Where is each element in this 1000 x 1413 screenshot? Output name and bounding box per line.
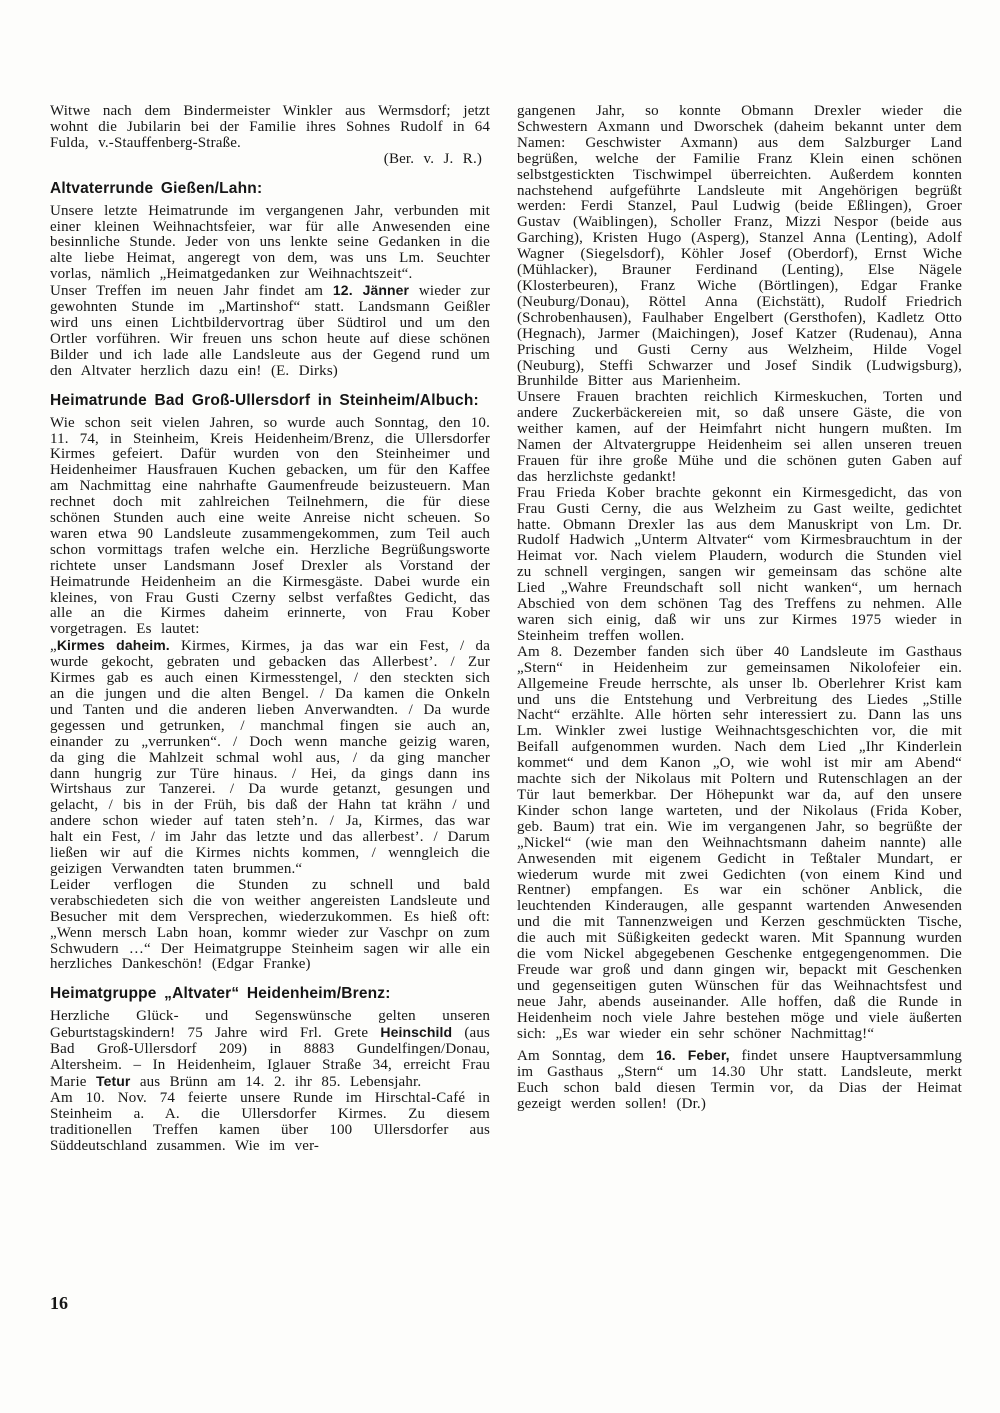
paragraph bbox=[50, 878, 490, 973]
section-heading bbox=[50, 180, 490, 197]
text-run: „ bbox=[50, 638, 57, 655]
newsletter-page bbox=[50, 104, 962, 1154]
text-run: Heimatgruppe „Altvater“ Heidenheim/Brenz: bbox=[50, 985, 391, 1003]
paragraph bbox=[50, 1091, 490, 1155]
page-number: 16 bbox=[50, 1293, 68, 1313]
paragraph bbox=[517, 1048, 962, 1113]
paragraph bbox=[517, 104, 962, 390]
paragraph bbox=[50, 204, 490, 284]
text-run: Herzliche Glück- und Segenswünsche gelten unseren Geburtstagskindern! 75 Jahre wird Frl. Grete bbox=[50, 1008, 490, 1042]
text-run: findet unsere Hauptversammlung im Gasthaus „Stern“ um 14.30 Uhr statt. Landsleute, merkt Euch schon bald diesen Termin vor, da Dias der Heimat gezeigt werden sollen! (Dr.) bbox=[517, 1048, 963, 1113]
text-run: Witwe nach dem Bindermeister Winkler aus Wermsdorf; jetzt wohnt die Jubilarin bei der Familie ihres Sohnes Rudolf in 64 Fulda, v.-Stauffenberg-Straße. bbox=[50, 103, 490, 151]
bold-emphasis: 12. Jänner bbox=[332, 282, 410, 299]
bold-emphasis: Heinschild bbox=[380, 1024, 453, 1041]
text-run: (Ber. v. J. R.) bbox=[383, 150, 482, 167]
text-run: (aus Bad Groß-Ullersdorf 209) in 8883 Gundelfingen/Donau, Altersheim. – In Heidenheim, Iglauer Straße 34, erreicht Frau Marie bbox=[50, 1025, 490, 1090]
text-run: gangenen Jahr, so konnte Obmann Drexler wieder die Schwestern Axmann und Dworschek (daheim bekannt unter dem Namen: Geschwister Axmann) aus dem Salzburger Land begrüßen, welche der Familie Franz Klein einen schönen selbstgestickten Tischwimpel überreichten. Außerdem konnten nachstehend aufgeführte Landsleute mit Angehörigen begrüßt werden: Ferdi Stanzel, Paul Ludwig (beide Eßlingen), Groer Gustav (Waiblingen), Scholler Franz, Mizzi Nespor (beide aus Garching), Kristen Hugo (Asperg), Stanzel Anna (Lenting), Adolf Wagner (Siegelsdorf), Köhler Josef (Oberdorf), Ernst Wiche (Mühlacker), Brauner Ferdinand (Lenting), Else Nägele (Klosterbeuren), Franz Wiche (Börtlingen), Edgar Franke (Neuburg/Donau), Röttel Anna (Eichstätt), Rudolf Friedrich (Schrobenhausen), Faulhaber Engelbert (Gersthofen), Kadletz Otto (Hegnach), Jarmer (Maichingen), Josef Katzer (Rudenau), Anna Prisching und Gusti Cerny aus Welzheim, Hilde Vogel (Neuburg), Steffi Schwarzer und Josef Sindik (Ludwigsburg), Brunhilde Bitter aus Marienheim. bbox=[517, 103, 962, 390]
paragraph bbox=[517, 486, 962, 645]
text-run: Unsere letzte Heimatrunde im vergangenen Jahr, verbunden mit einer kleinen Weihnachtsfeier, war für alle Anwesenden eine besinnliche Stunde. Jeder von uns lenkte seine Gedanken in die alte liebe Heimat, angeregt von dem, was uns Lm. Seuchter vorlas, nämlich „Heimatgedanken zur Weihnachtszeit“. bbox=[50, 202, 490, 283]
text-column-left bbox=[50, 104, 490, 1154]
text-run: Am 8. Dezember fanden sich über 40 Landsleute im Gasthaus „Stern“ in Heidenheim zur gemeinsamen Nikolofeier ein. Allgemeine Freude herrschte, als unser lb. Oberlehrer Krist kam und uns die Entstehung und Verbreitung des Liedes „Stille Nacht“ erzählte. Alle hörten sehr interessiert zu. Dann las uns Lm. Winkler zwei lustige Weihnachtsgeschichten vor, die mit Beifall aufgenommen wurden. Nach dem Lied „Ihr Kinderlein kommet“ und dem Kanon „O, wie wohl ist mir am Abend“ machte sich der Nikolaus mit Poltern und Rutenschlagen an der Tür laut bemerkbar. Der Höhepunkt war da, auf den unsere Kinder schon lange warteten, und der Nikolaus (Frida Kober, geb. Baum) trat ein. Wie im vergangenen Jahr, so begrüßte der „Nickel“ (wie man den Weihnachtsmann daheim nannte) alle Anwesenden mit eigenem Gedicht in Teßtaler Mundart, er wiederum wurde mit zwei Gedichten (von einem Kind und Rentner) empfangen. Es war ein schöner Anblick, die leuchtenden Kinderaugen, alle gespannt wartenden Anwesenden und die mit Tannenzweigen und Kerzen geschmückten Tische, die auch mit Süßigkeiten gedeckt waren. Mit Spannung wurden die vom Nickel abgegebenen Geschenke entgegengenommen. Die Freude war groß und dann gingen wir, bepackt mit Geschenken und gegenseitigen guten Wünschen für das Weihnachtsfest und neue Jahr, abends auseinander. Alle hoffen, daß die Runde in Heidenheim noch viele Jahre bestehen möge und viele äußerten sich: „Es war wieder ein sehr schöner Nachmittag!“ bbox=[517, 643, 962, 1042]
text-run: Am 10. Nov. 74 feierte unsere Runde im Hirschtal-Café in Steinheim a. A. die Ullersdorfer Kirmes. Zu diesem traditionellen Treffen kamen über 100 Ullersdorfer aus Süddeutschland zusammen. Wie im ver- bbox=[50, 1089, 490, 1154]
text-run: Kirmes, Kirmes, ja das war ein Fest, / da wurde gekocht, gebraten und gebacken das Allerbest’. / Zur Kirmes gab es auch einen Kirmesstengel, / den steckten sich an die jungen und die alten Bengel. / Da kamen die Onkeln und Tanten und die anderen lieben Anverwandten. / Da wurde gegessen und getrunken, / manchmal fingen sie auch an, einander zu „verrunken“. / Doch wenn manche geizig waren, da ging die Mahlzeit schmal wohl aus, / da ging mancher dann hungrig zur Türe hinaus. / Hei, da gings dann ins Wirtshaus zur Tanzerei. / Da wurde getanzt, gesungen und gelacht, / bis in der Früh, bis daß der Hahn tat krähn / und andere schon wieder auf taten steh’n. / Ja, Kirmes, das war halt ein Fest, / im Jahr das letzte und das allerbest’. / Darum ließen wir auf die Kirmes nichts kommen, / wenngleich die geizigen Verwandten taten brummen.“ bbox=[50, 638, 491, 877]
text-run: wieder zur gewohnten Stunde im „Martinshof“ statt. Landsmann Geißler wird uns einen Lichtbildervortrag über Südtirol und um den Ortler vorführen. Wir freuen uns schon heute auf diese schönen Bilder und ich lade alle Landsleute aus der Gegend rund um den Altvater herzlich dazu ein! (E. Dirks) bbox=[50, 283, 491, 379]
paragraph bbox=[50, 638, 490, 878]
two-column-text-layout bbox=[50, 104, 962, 1154]
paragraph bbox=[517, 645, 962, 1043]
text-run: Frau Frieda Kober brachte gekonnt ein Kirmesgedicht, das von Frau Gusti Cerny, die aus Welzheim zu Gast weilte, gedichtet hatte. Obmann Drexler las aus dem Manuskript von Lm. Dr. Rudolf Hadwich „Unterm Altvater“ vom Kirmesbrauchtum in der Heimat vor. Nach vielem Plaudern, wodurch die Stunden viel zu schnell vergingen, sangen wir gemeinsam das schöne alte Lied „Wahre Freundschaft soll nicht wanken“, um hernach Abschied von dem schönen Tag des Treffens zu nehmen. Alle waren sich einig, daß wir uns zur Kirmes 1975 wieder in Steinheim treffen wollen. bbox=[517, 484, 962, 644]
bold-emphasis: 16. Feber, bbox=[655, 1047, 730, 1064]
text-run: Am Sonntag, dem bbox=[517, 1048, 656, 1065]
bold-emphasis: Tetur bbox=[95, 1072, 131, 1089]
paragraph bbox=[50, 416, 490, 639]
paragraph bbox=[50, 104, 490, 152]
byline bbox=[50, 152, 490, 168]
section-heading bbox=[50, 985, 490, 1002]
text-run: Heimatrunde Bad Groß-Ullersdorf in Steinheim/Albuch: bbox=[50, 391, 479, 409]
text-run: Altvaterrunde Gießen/Lahn: bbox=[50, 179, 263, 197]
section-heading bbox=[50, 392, 490, 409]
text-run: Wie schon seit vielen Jahren, so wurde auch Sonntag, den 10. 11. 74, in Steinheim, Kreis Heidenheim/Brenz, die Ullersdorfer Kirmes gefeiert. Dafür wurden von den Steinheimer und Heidenheimer Hausfrauen Kuchen gebacken, um für den Kaffee am Nachmittag eine nahrhafte Gaumenfreude beizusteuern. Man rechnet doch mit zahlreichen Teilnehmern, die für diese schönen Stunden auch eine weite Anreise nicht scheuen. So waren etwa 90 Landsleute zusammengekommen, zum Teil auch schon vormittags trafen welche ein. Herzliche Begrüßungsworte richtete unser Landsmann Josef Drexler als Vorstand der Heimatrunde Heidenheim an die Kirmesgäste. Dabei wurde ein kleines, von Frau Gusti Czerny selbst verfaßtes Gedicht, das alle an die Kirmes daheim erinnerte, von Frau Kober vorgetragen. Es lautet: bbox=[50, 414, 490, 638]
text-run: Unser Treffen im neuen Jahr findet am bbox=[50, 283, 333, 300]
text-run: aus Brünn am 14. 2. ihr 85. Lebensjahr. bbox=[130, 1073, 422, 1090]
paragraph bbox=[50, 283, 490, 379]
paragraph bbox=[517, 390, 962, 485]
text-column-right bbox=[517, 104, 962, 1113]
bold-emphasis: Kirmes daheim. bbox=[56, 637, 170, 654]
text-run: Unsere Frauen brachten reichlich Kirmeskuchen, Torten und andere Zuckerbäckereien mit, so daß unsere Gäste, die von weither kamen, auf der Heimfahrt nicht hungern mußten. Im Namen der Altvatergruppe Heidenheim sei allen unseren treuen Frauen für ihre große Mühe und die schönen guten Gaben auf das herzlichste gedankt! bbox=[517, 389, 962, 485]
paragraph bbox=[50, 1009, 490, 1091]
text-run: Leider verflogen die Stunden zu schnell und bald verabschiedeten sich die von weither angereisten Landsleute und Besucher mit dem Versprechen, wiederzukommen. Es hieß oft: „Wenn mersch Labn hoan, kommr wieder zur Vaschpr on zum Schwudern …“ Der Heimatgruppe Steinheim sagen wir alle ein herzliches Dankeschön! (Edgar Franke) bbox=[50, 876, 490, 973]
